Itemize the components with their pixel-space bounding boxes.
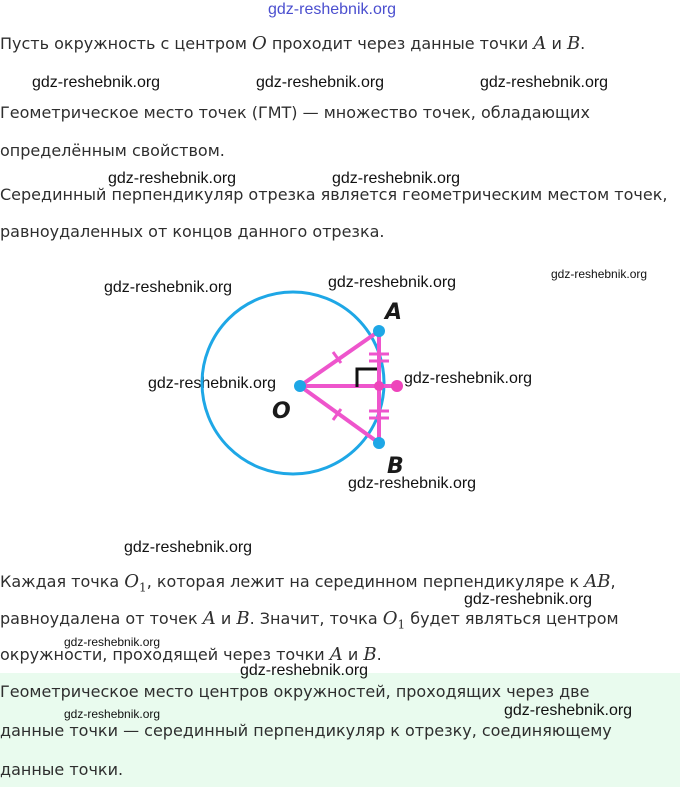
point-o1	[391, 380, 403, 392]
watermark: gdz-reshebnik.org	[404, 370, 533, 387]
watermark: gdz-reshebnik.org	[504, 702, 633, 719]
watermark: gdz-reshebnik.org	[328, 274, 457, 291]
point-o	[294, 380, 306, 392]
paragraph-reasoning-line1: Каждая точка $O_1$, которая лежит на серединном перпендикуляре к AB,	[0, 571, 616, 595]
geometry-figure	[190, 283, 430, 483]
watermark: gdz-reshebnik.org	[480, 74, 609, 91]
point-b	[373, 437, 385, 449]
watermark: gdz-reshebnik.org	[104, 279, 233, 296]
watermark: gdz-reshebnik.org	[240, 662, 369, 679]
label-o: O	[272, 399, 291, 424]
watermark: gdz-reshebnik.org	[464, 591, 593, 608]
watermark-top: gdz-reshebnik.org	[268, 1, 397, 18]
watermark: gdz-reshebnik.org	[108, 170, 237, 187]
watermark: gdz-reshebnik.org	[32, 74, 161, 91]
point-a	[373, 325, 385, 337]
point-midpoint	[374, 381, 384, 391]
paragraph-definition-line1: Геометрическое место точек (ГМТ) — множество точек, обладающих	[0, 103, 590, 122]
watermark: gdz-reshebnik.org	[64, 707, 161, 721]
watermark: gdz-reshebnik.org	[148, 375, 277, 392]
watermark: gdz-reshebnik.org	[551, 267, 648, 281]
watermark: gdz-reshebnik.org	[348, 475, 477, 492]
label-a: A	[385, 300, 403, 325]
answer-line1: Геометрическое место центров окружностей, проходящих через две	[0, 682, 590, 701]
watermark: gdz-reshebnik.org	[256, 74, 385, 91]
watermark: gdz-reshebnik.org	[332, 170, 461, 187]
paragraph-perpendicular-line2: равноудаленных от концов данного отрезка.	[0, 222, 385, 241]
paragraph-reasoning-line2: равноудалена от точек A и B. Значит, точка $O_1$ будет являться центром	[0, 608, 619, 632]
paragraph-definition-line2: определённым свойством.	[0, 141, 225, 160]
watermark: gdz-reshebnik.org	[64, 635, 161, 649]
watermark: gdz-reshebnik.org	[124, 539, 253, 556]
answer-line2: данные точки — серединный перпендикуляр к отрезку, соединяющему	[0, 721, 612, 740]
paragraph-reasoning-line3: окружности, проходящей через точки A и B.	[0, 644, 382, 665]
label-b: B	[387, 454, 404, 479]
paragraph-intro: Пусть окружность с центром O проходит через данные точки A и B.	[0, 33, 586, 54]
paragraph-perpendicular-line1: Серединный перпендикуляр отрезка является геометрическим местом точек,	[0, 185, 668, 204]
answer-box	[0, 673, 680, 787]
answer-line3: данные точки.	[0, 760, 124, 779]
segment-ob	[300, 386, 379, 443]
